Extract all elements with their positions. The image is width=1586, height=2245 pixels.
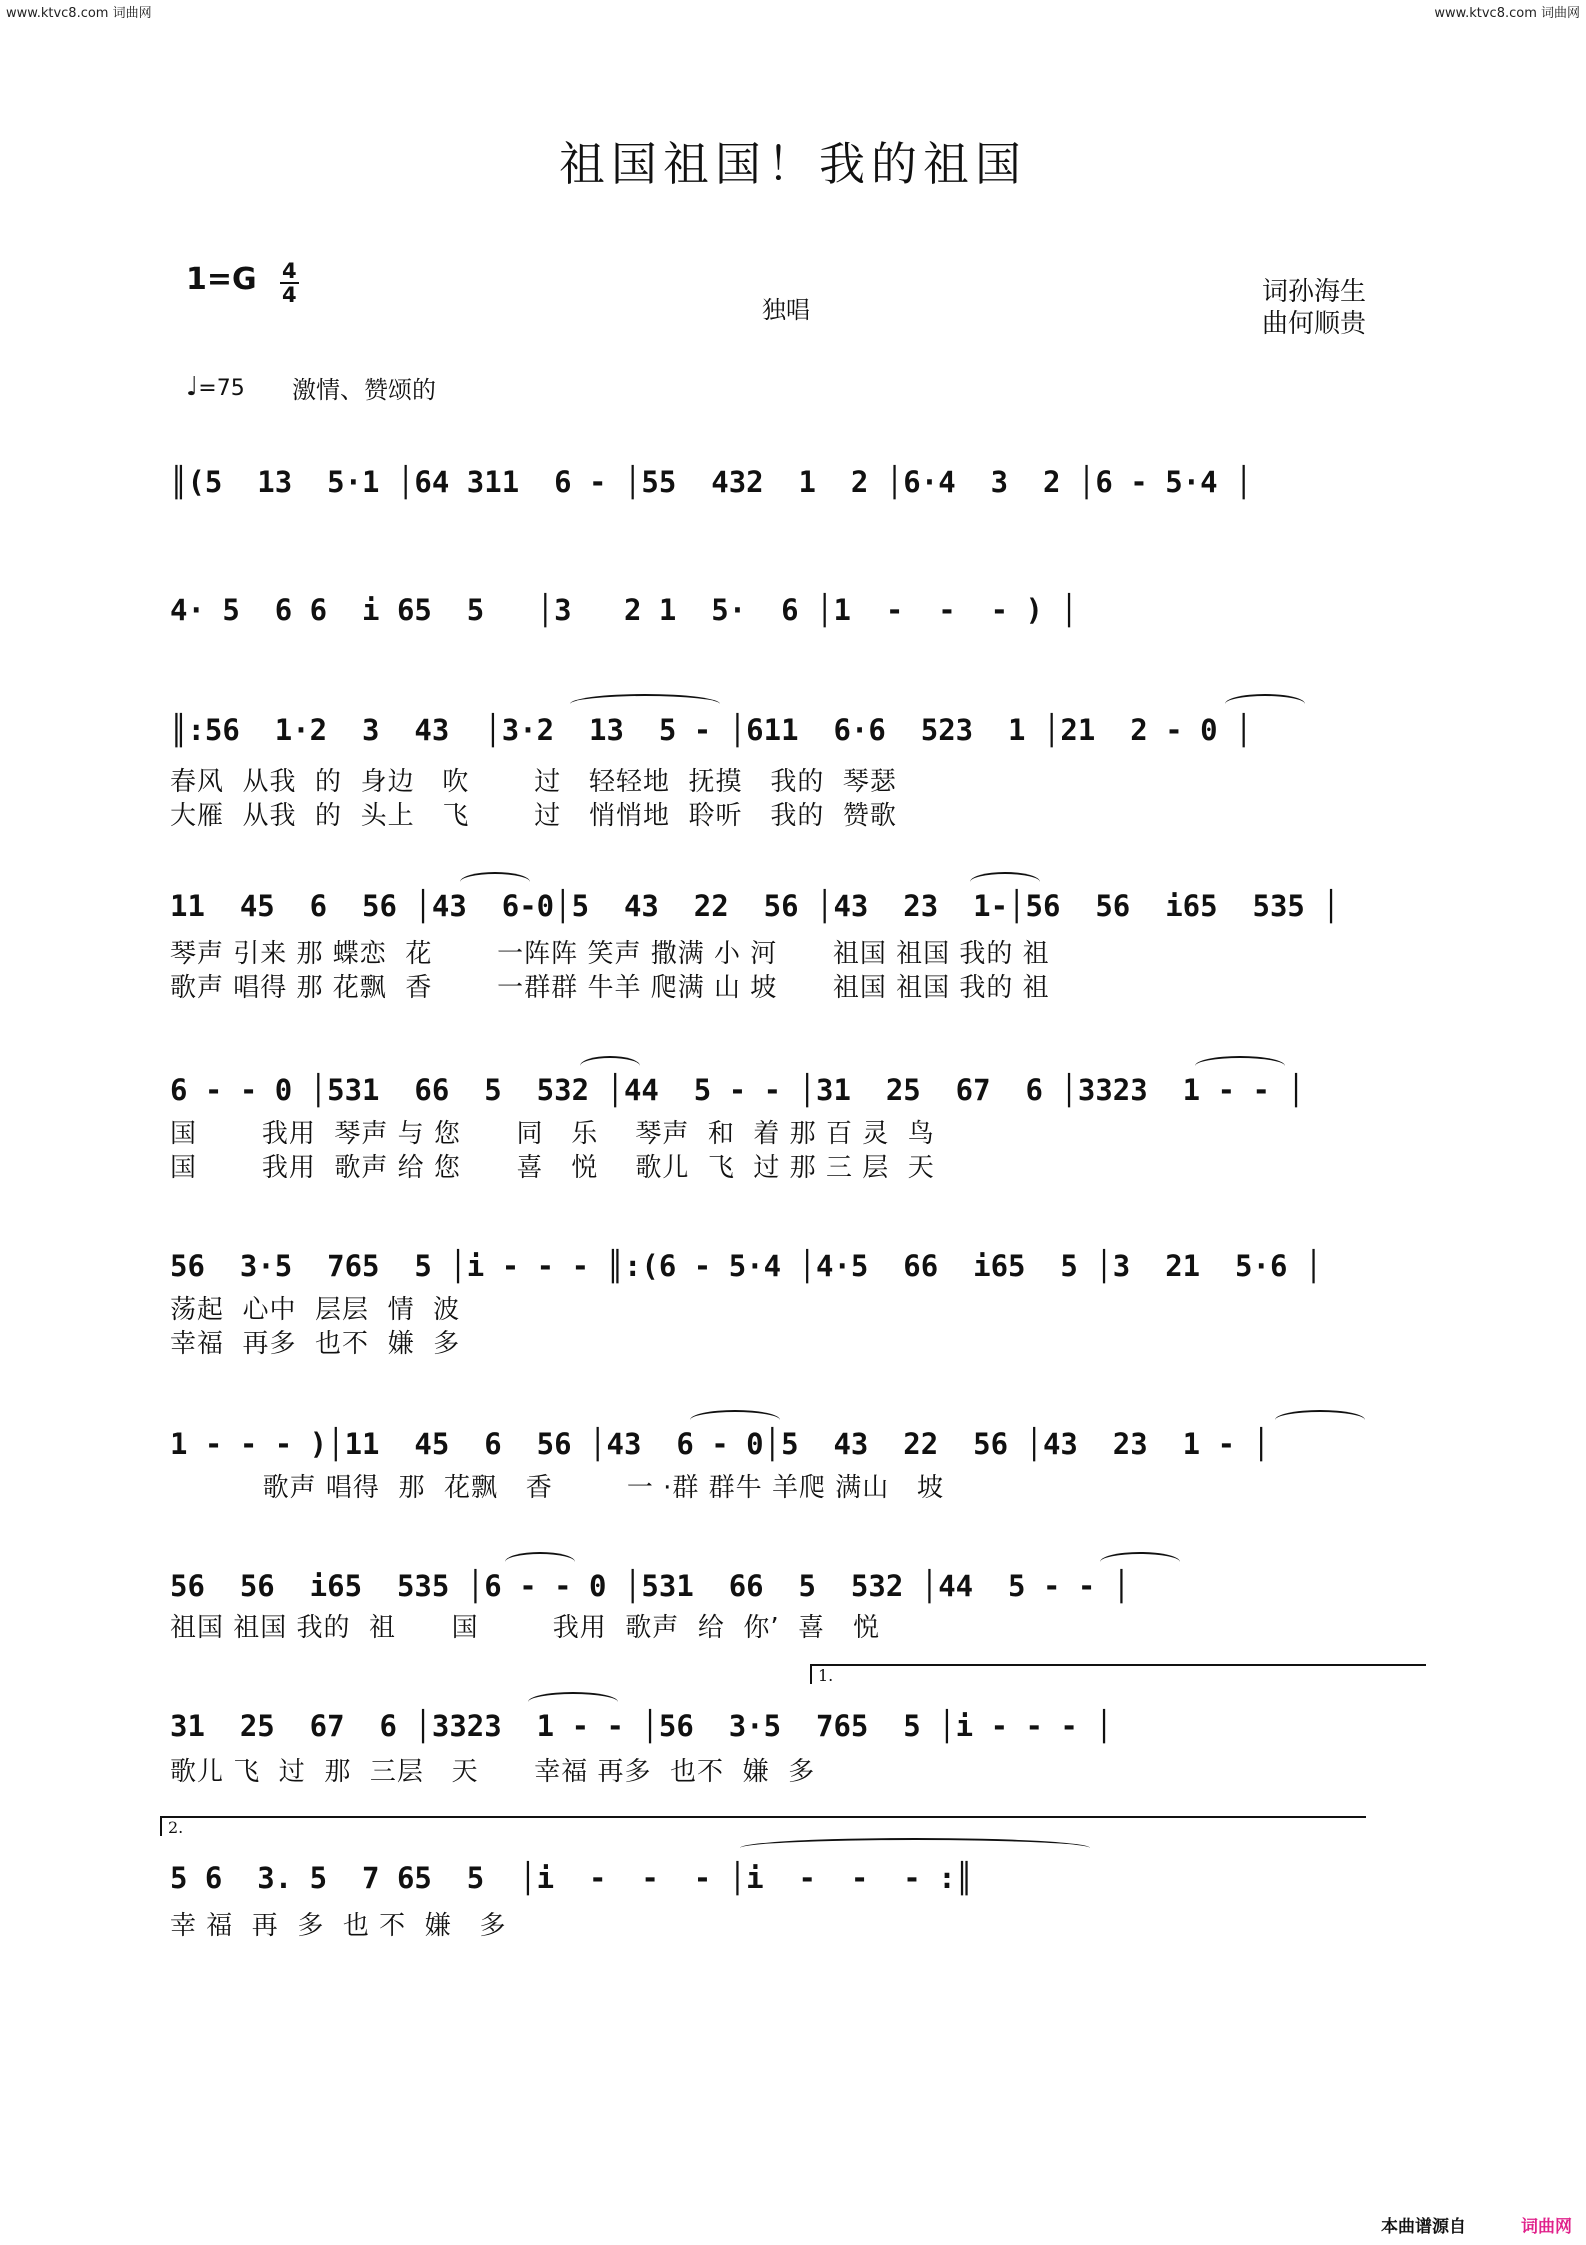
lyric-verse-1: 歌声 唱得 那 花飘 香 一 ·群 群牛 羊爬 满山 坡 bbox=[170, 1473, 944, 1503]
notation-text: 56 56 i65 535 │6 - - 0 │531 66 5 532 │44 5 - - │ bbox=[170, 1569, 1131, 1603]
lyric-verse-2: 歌声 唱得 那 花飘 香 一群群 牛羊 爬满 山 坡 祖国 祖国 我的 祖 bbox=[170, 973, 1050, 1003]
notation-text: 6 - - 0 │531 66 5 532 │44 5 - - │31 25 67 6 │3323 1 - - │ bbox=[170, 1073, 1305, 1107]
footer-source: 本曲谱源自 bbox=[1381, 2217, 1466, 2237]
footer-logo: 词曲网 bbox=[1521, 2217, 1572, 2237]
lyric-verse-1: 荡起 心中 层层 情 波 bbox=[170, 1295, 461, 1325]
lyricist: 词孙海生 bbox=[1262, 277, 1367, 307]
notation-text: ║(5 13 5·1 │64 311 6 - │55 432 1 2 │6·4 3 2 │6 - 5·4 │ bbox=[170, 465, 1253, 499]
site-watermark-left: www.ktvc8.com 词曲网 bbox=[6, 6, 152, 21]
expression-marking: 激情、赞颂的 bbox=[292, 376, 436, 404]
tempo-value: =75 bbox=[198, 376, 245, 401]
lyric-verse-1: 幸 福 再 多 也 不 嫌 多 bbox=[170, 1911, 507, 1941]
notation-text: 1 - - - )│11 45 6 56 │43 6 - 0│5 43 22 56 │43 23 1 - │ bbox=[170, 1427, 1270, 1461]
lyric-verse-1: 歌儿 飞 过 那 三层 天 幸福 再多 也不 嫌 多 bbox=[170, 1757, 816, 1787]
lyric-verse-2: 大雁 从我 的 头上 飞 过 悄悄地 聆听 我的 赞歌 bbox=[170, 801, 897, 831]
lyric-verse-2: 幸福 再多 也不 嫌 多 bbox=[170, 1329, 461, 1359]
credits bbox=[1262, 276, 1366, 340]
notation-text: 56 3·5 765 5 │i - - - ║:(6 - 5·4 │4·5 66 i65 5 │3 21 5·6 │ bbox=[170, 1249, 1323, 1283]
time-signature bbox=[280, 260, 299, 306]
lyric-verse-1: 春风 从我 的 身边 吹 过 轻轻地 抚摸 我的 琴瑟 bbox=[170, 767, 897, 797]
song-title: 祖国祖国！我的祖国 bbox=[559, 137, 1027, 191]
performance-type: 独唱 bbox=[762, 296, 810, 324]
tempo-marking bbox=[186, 372, 245, 402]
key-signature: 1=G bbox=[186, 262, 257, 297]
volta-label: 2. bbox=[168, 1818, 184, 1837]
lyric-verse-1: 国 我用 琴声 与 您 同 乐 琴声 和 着 那 百 灵 鸟 bbox=[170, 1119, 935, 1149]
notation-text: 5 6 3. 5 7 65 5 │i - - - │i - - - :║ bbox=[170, 1861, 974, 1895]
time-signature-bottom: 4 bbox=[282, 283, 297, 307]
composer: 曲何顺贵 bbox=[1262, 309, 1367, 339]
quarter-note-icon: ♩ bbox=[186, 372, 199, 402]
tie-mark bbox=[740, 1838, 1090, 1858]
lyric-verse-2: 国 我用 歌声 给 您 喜 悦 歌儿 飞 过 那 三 层 天 bbox=[170, 1153, 935, 1183]
lyric-verse-1: 祖国 祖国 我的 祖 国 我用 歌声 给 你’ 喜 悦 bbox=[170, 1613, 880, 1643]
notation-line bbox=[170, 886, 1430, 946]
notation-text: 31 25 67 6 │3323 1 - - │56 3·5 765 5 │i - - - │ bbox=[170, 1709, 1113, 1743]
notation-line bbox=[170, 590, 1430, 650]
time-signature-top: 4 bbox=[282, 259, 297, 283]
notation-line bbox=[170, 462, 1430, 522]
notation-line bbox=[170, 710, 1430, 770]
notation-line bbox=[170, 1858, 1430, 1918]
notation-text: ║:56 1·2 3 43 │3·2 13 5 - │611 6·6 523 1 │21 2 - 0 │ bbox=[170, 713, 1253, 747]
notation-text: 11 45 6 56 │43 6-0│5 43 22 56 │43 23 1-│56 56 i65 535 │ bbox=[170, 889, 1340, 923]
lyric-verse-1: 琴声 引来 那 蝶恋 花 一阵阵 笑声 撒满 小 河 祖国 祖国 我的 祖 bbox=[170, 939, 1050, 969]
notation-text: 4· 5 6 6 i 65 5 │3 2 1 5· 6 │1 - - - ) │ bbox=[170, 593, 1078, 627]
volta-bracket-2 bbox=[160, 1816, 1366, 1836]
site-watermark-right: www.ktvc8.com 词曲网 bbox=[1434, 6, 1580, 21]
volta-bracket-1 bbox=[810, 1664, 1426, 1684]
volta-label: 1. bbox=[818, 1666, 834, 1685]
